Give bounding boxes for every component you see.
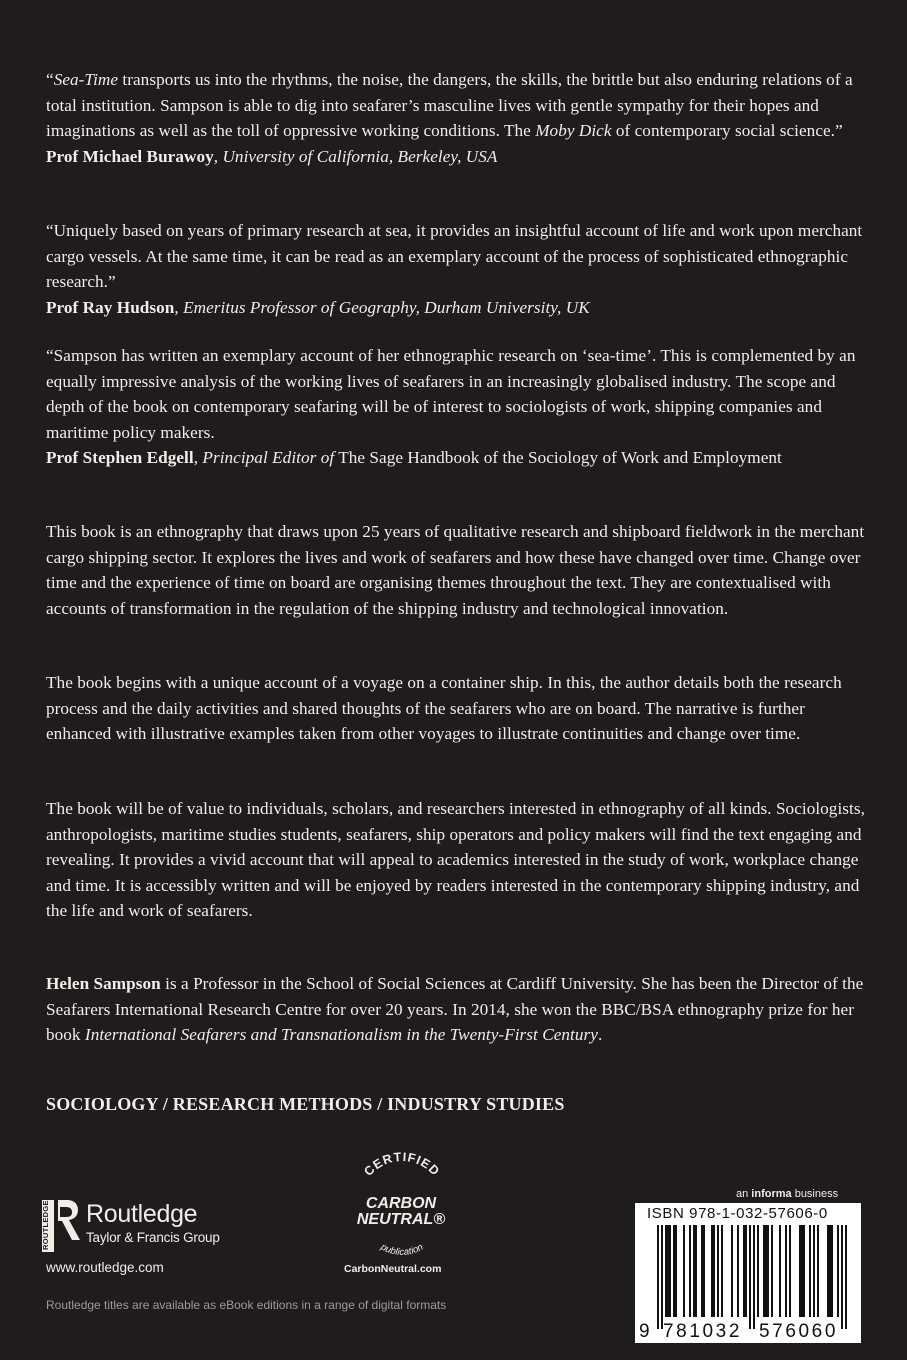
barcode-bar bbox=[701, 1225, 703, 1317]
ebook-note: Routledge titles are available as eBook editions in a range of digital formats bbox=[46, 1298, 447, 1312]
barcode-bar bbox=[743, 1225, 745, 1317]
barcode-bar bbox=[813, 1225, 815, 1317]
carbon-neutral-badge bbox=[336, 1150, 466, 1280]
barcode-bar bbox=[765, 1225, 767, 1317]
barcode-bar bbox=[721, 1225, 723, 1317]
barcode-bar bbox=[779, 1225, 781, 1317]
svg-text:CERTIFIED bbox=[361, 1150, 442, 1179]
barcode-bar bbox=[675, 1225, 677, 1317]
barcode-digits-right: 576060 bbox=[759, 1321, 839, 1342]
barcode-bar bbox=[753, 1225, 755, 1329]
barcode-bar bbox=[669, 1225, 671, 1317]
publisher-name: Routledge bbox=[86, 1200, 198, 1228]
barcode-bar bbox=[661, 1225, 663, 1329]
barcode-bar bbox=[703, 1225, 705, 1317]
endorsement-edgell bbox=[46, 343, 866, 471]
endorsement-quote: “Uniquely based on years of primary research at sea, it provides an insightful account of life and work upon merchant cargo vessels. At the same time, it can be read as an exemplary account of the process of sophisticated ethnographic research.” bbox=[46, 221, 863, 292]
isbn-barcode bbox=[635, 1203, 861, 1343]
cn-certified-text: CERTIFIED bbox=[361, 1150, 443, 1179]
barcode-bar bbox=[683, 1225, 685, 1317]
barcode-bar bbox=[673, 1225, 675, 1317]
barcode-bar bbox=[757, 1225, 759, 1317]
isbn-label: ISBN 978-1-032-57606-0 bbox=[647, 1205, 828, 1222]
barcode-digit-lead: 9 bbox=[639, 1321, 650, 1342]
endorsement-hudson bbox=[46, 218, 866, 320]
barcode-bar bbox=[689, 1225, 691, 1317]
routledge-logo-side-text: ROUTLEDGE bbox=[41, 1200, 50, 1250]
endorsement-attribution: Prof Michael Burawoy, University of California, Berkeley, USA bbox=[46, 146, 498, 166]
author-bio: Helen Sampson is a Professor in the School of Social Sciences at Cardiff University. She has been the Director of the Seafarers International Research Centre for over 20 years. In 2014, she won the BBC/BSA ethnography prize for her book International Seafarers and Transnationalism in the Twenty-First Century. bbox=[46, 974, 864, 1045]
barcode-bar bbox=[799, 1225, 801, 1317]
barcode-bar bbox=[713, 1225, 715, 1317]
barcode-bar bbox=[657, 1225, 659, 1329]
barcode-digits-left: 781032 bbox=[663, 1321, 743, 1342]
description-paragraph-1: This book is an ethnography that draws upon 25 years of qualitative research and shipboard fieldwork in the merchant cargo shipping sector. It explores the lives and work of seafarers and how these have changed over time. Change over time and the experience of time on board are organising themes throughout the text. They are contextualised with accounts of transformation in the regulation of the shipping industry and technological innovation. bbox=[46, 522, 865, 618]
informa-tagline: an informa business bbox=[736, 1188, 839, 1200]
subject-categories: SOCIOLOGY / RESEARCH METHODS / INDUSTRY STUDIES bbox=[46, 1094, 565, 1114]
barcode-bar bbox=[831, 1225, 833, 1317]
routledge-logo-icon bbox=[40, 1198, 80, 1254]
barcode-bar bbox=[693, 1225, 695, 1317]
cn-publication-text: publication bbox=[378, 1241, 426, 1258]
barcode-bar bbox=[767, 1225, 769, 1317]
endorsement-quote: “Sea-Time transports us into the rhythms, the noise, the dangers, the skills, the brittle but also enduring relations of a total institution. Sampson is able to dig into seafarer’s masculine lives with gentle sympathy for their hopes and imaginations as well as the toll of oppressive working conditions. The Moby Dick of contemporary social science.” bbox=[46, 70, 853, 141]
barcode-bar bbox=[711, 1225, 713, 1317]
carbon-neutral-url[interactable]: CarbonNeutral.com bbox=[344, 1263, 442, 1275]
endorsement-burawoy bbox=[46, 67, 866, 169]
barcode-bar bbox=[785, 1225, 787, 1317]
barcode-bar bbox=[665, 1225, 667, 1317]
barcode-bar bbox=[731, 1225, 733, 1317]
barcode-bar bbox=[829, 1225, 831, 1317]
barcode-bar bbox=[837, 1225, 839, 1317]
barcode-bar bbox=[827, 1225, 829, 1317]
publisher-wordmark bbox=[86, 1200, 220, 1245]
barcode-bar bbox=[763, 1225, 765, 1317]
endorsement-attribution: Prof Ray Hudson, Emeritus Professor of Geography, Durham University, UK bbox=[46, 297, 590, 317]
barcode-bar bbox=[745, 1225, 747, 1317]
endorsement-quote: “Sampson has written an exemplary account of her ethnographic research on ‘sea-time’. This is complemented by an equally impressive analysis of the working lives of seafarers in an increasingly globalised industry. The scope and depth of the book on contemporary seafaring will be of interest to sociologists of work, shipping companies and maritime policy makers. bbox=[46, 346, 856, 442]
barcode-bar bbox=[717, 1225, 719, 1317]
barcode-bar bbox=[809, 1225, 811, 1317]
barcode-bar bbox=[817, 1225, 819, 1317]
author-prior-book: International Seafarers and Transnationalism in the Twenty-First Century bbox=[84, 1025, 598, 1045]
svg-text:publication bbox=[378, 1241, 425, 1258]
barcode-bar bbox=[803, 1225, 805, 1317]
publisher-group: Taylor & Francis Group bbox=[86, 1230, 220, 1245]
barcode-bar bbox=[771, 1225, 773, 1317]
barcode-bar bbox=[845, 1225, 847, 1329]
barcode-bar bbox=[667, 1225, 669, 1317]
description-paragraph-2: The book begins with a unique account of a voyage on a container ship. In this, the author details both the research process and the daily activities and shared thoughts of the seafarers who are on board. The narrative is further enhanced with illustrative examples taken from other voyages to illustrate continuities and change over time. bbox=[46, 673, 842, 744]
publisher-url[interactable]: www.routledge.com bbox=[46, 1260, 164, 1275]
barcode-bar bbox=[749, 1225, 751, 1329]
endorsement-attribution: Prof Stephen Edgell, Principal Editor of The Sage Handbook of the Sociology of Work and Employment bbox=[46, 448, 782, 468]
cn-carbon-text: CARBON bbox=[365, 1195, 437, 1212]
author-name: Helen Sampson bbox=[46, 974, 161, 993]
barcode-bar bbox=[841, 1225, 843, 1329]
cn-neutral-text: NEUTRAL® bbox=[356, 1211, 446, 1228]
barcode-bar bbox=[789, 1225, 791, 1317]
barcode-bar bbox=[737, 1225, 739, 1317]
barcode-digits bbox=[635, 1321, 861, 1341]
description-paragraph-3: The book will be of value to individuals, scholars, and researchers interested in ethnography of all kinds. Sociologists, anthropologists, maritime studies students, seafarers, ship operators and policy makers will find the text engaging and revealing. It provides a vivid account that will appeal to academics interested in the study of work, workplace change and time. It is accessibly written and will be enjoyed by readers interested in the contemporary shipping industry, and the life and work of seafarers. bbox=[46, 799, 865, 921]
barcode-bar bbox=[801, 1225, 803, 1317]
barcode-bar bbox=[695, 1225, 697, 1317]
